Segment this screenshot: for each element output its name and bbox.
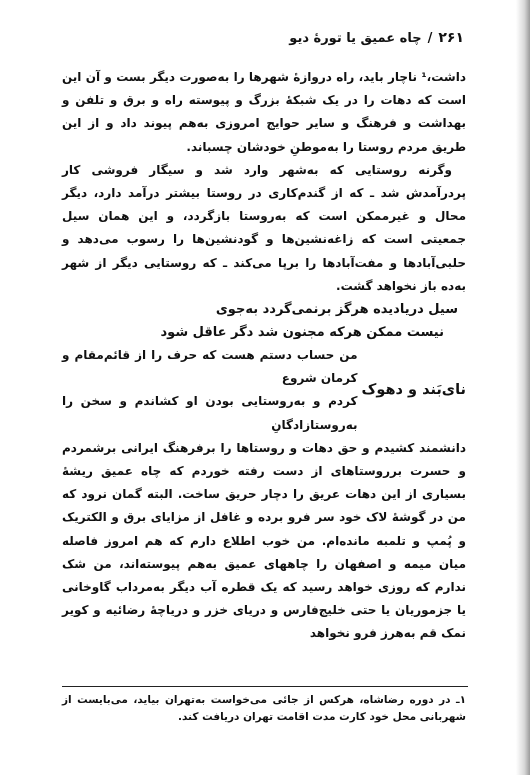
page-number: ۲۶۱ bbox=[438, 30, 464, 46]
text-line: کردم و به‌روستایی بودن او کشاندم و سخن را به‌روستازادگانِ bbox=[62, 394, 358, 432]
text-line: دچار حریق ساخت. البته گمان نرود که من در گوشهٔ لاک خود سر فرو برده و غافل bbox=[62, 487, 466, 525]
text-line: گندم‌کاری در روستا بیشتر درآمد دارد، دیگر محال و غیرممکن است که به‌روستا bbox=[62, 186, 466, 224]
paragraph-1 bbox=[62, 66, 466, 159]
text-line: داشت،¹ ناچار باید، راه دروازهٔ شهرها را به‌صورت دیگر بست و آن این است که bbox=[62, 70, 466, 108]
text-line: سایر حوایج امروزی به‌هم پیوند داد و از این طریق مردم روستا را به‌موطنِ خودشان bbox=[62, 116, 466, 154]
text-line: امروز فاصله میان میمه و اصفهان را چاههای عمیق به‌هم پیوسته‌اند، من شک ندارم که bbox=[62, 533, 467, 595]
text-line: دانشمند کشیدم و حق دهات و روستاها را برفرهنگ ایرانی برشمردم و حسرت bbox=[62, 440, 466, 479]
text-line: من حساب دستم هست که حرف را از قائم‌مقام و کرمان شروع bbox=[62, 348, 358, 386]
section-heading: نای‌بَند و دهوک bbox=[361, 381, 466, 398]
footnote-line: خود کارت مدت اقامت تهران دریافت کند. bbox=[178, 711, 389, 723]
running-header bbox=[62, 30, 464, 46]
verse-line-1: سیل دریادیده هرگز برنمی‌گردد به‌جوی bbox=[215, 302, 458, 318]
running-title: چاه عمیق یا تورهٔ دیو bbox=[289, 31, 422, 46]
text-line: بازگردد، و این همان سیل جمعیتی است که زاغه‌نشین‌ها و گودنشین‌ها را رسوب bbox=[62, 209, 467, 247]
text-line: دهات را در یک شبکهٔ بزرگ و پیوسته راه و برق و تلفن و بهداشت و فرهنگ و bbox=[62, 93, 466, 131]
body-text bbox=[62, 66, 466, 646]
header-separator: / bbox=[427, 31, 433, 46]
text-line: روزی خواهد رسید که یک قطره آب دیگر به‌مرداب گاوخانی یا جزموریان یا حتی bbox=[62, 580, 466, 618]
footnote-rule bbox=[62, 686, 468, 687]
paragraph-2 bbox=[62, 159, 466, 298]
text-line: نخواهد گشت. bbox=[336, 278, 417, 293]
text-line: چسباند. bbox=[186, 139, 233, 154]
page-edge-shadow bbox=[516, 0, 530, 775]
paragraph-3 bbox=[62, 437, 466, 646]
section-start bbox=[62, 344, 466, 437]
text-line: وگرنه روستایی که به‌شهر وارد شد و سیگار فروشی کار پردرآمدش شد ـ که از bbox=[62, 162, 466, 201]
verse-line-2: نیست ممکن هرکه مجنون شد دگر عاقل شود bbox=[160, 325, 444, 341]
text-line: از مزایای برق و الکتریک و پُمپ و تلمبه مانده‌ام. من خوب اطلاع دارم که هم bbox=[62, 510, 466, 548]
footnote-line: ۱ـ در دوره رضاشاه، هرکس از جائی می‌خواست به‌تهران بیاید، می‌بایست از شهربانی محل bbox=[62, 694, 466, 723]
footnote bbox=[62, 692, 466, 726]
text-line: خلیج‌فارس و دریای خزر و دریاچهٔ رضائیه و کویر نمک قم به‌هرز فرو نخواهد bbox=[62, 603, 466, 641]
section-opening-lines bbox=[62, 344, 358, 437]
text-line: برروستاهای از دست رفته خوردم که چاه عمیق ریشهٔ بسیاری از این دهات عریق را bbox=[62, 464, 466, 502]
text-line: می‌دهد و حلبی‌آبادها و مفت‌آبادها را برپا می‌کند ـ که روستایی دیگر از شهر به‌ده باز bbox=[62, 232, 466, 293]
